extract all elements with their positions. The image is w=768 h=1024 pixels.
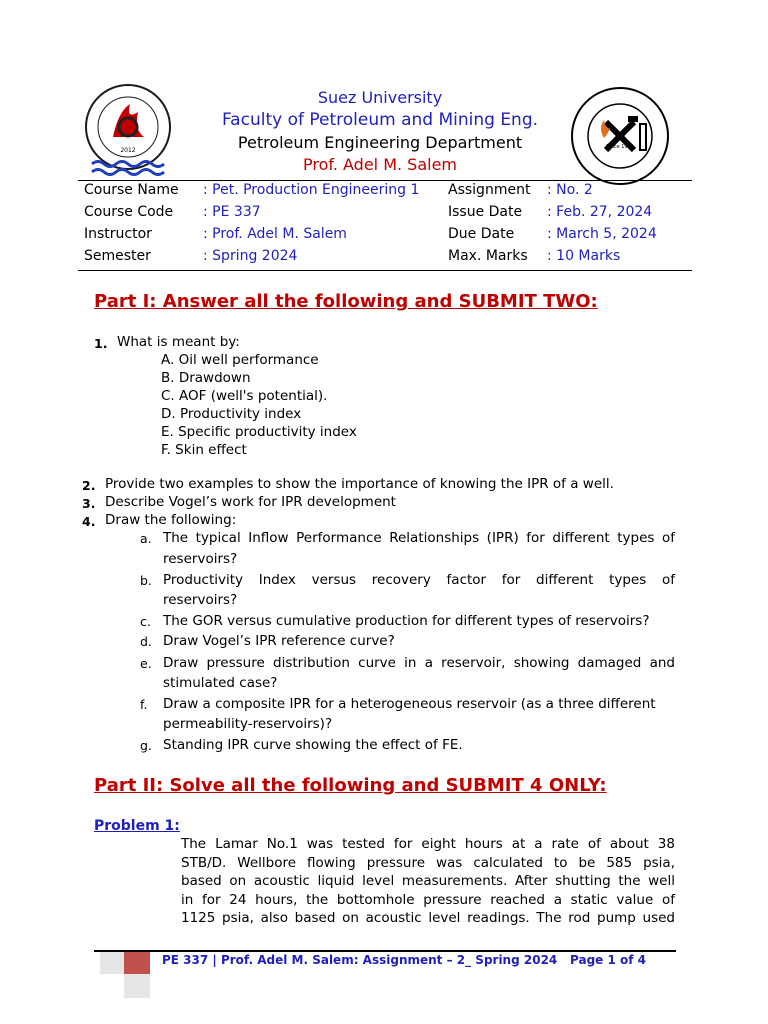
- due-date-value: : March 5, 2024: [547, 226, 657, 242]
- question-number: 4.: [82, 514, 96, 529]
- list-item: F. Skin effect: [161, 442, 247, 458]
- sub-item-f: Draw a composite IPR for a heterogeneous reservoir (as a three different: [163, 696, 656, 712]
- sub-item-letter: b.: [140, 573, 152, 588]
- sub-item-letter: a.: [140, 531, 152, 546]
- info-row: [78, 246, 692, 268]
- question-4-text: Draw the following:: [105, 512, 237, 528]
- sub-item-g: Standing IPR curve showing the effect of FE.: [163, 737, 463, 753]
- footer-decoration: [100, 952, 124, 974]
- question-number: 3.: [82, 496, 96, 511]
- issue-date-value: : Feb. 27, 2024: [547, 204, 653, 220]
- sub-item-letter: g.: [140, 738, 152, 753]
- course-code-value: : PE 337: [203, 204, 261, 220]
- footer-decoration: [124, 952, 150, 974]
- sub-item-c: The GOR versus cumulative production for different types of reservoirs?: [163, 613, 650, 629]
- footer-rule: [94, 950, 676, 952]
- university-name: Suez University: [317, 88, 443, 107]
- paragraph-line: in for 24 hours, the bottomhole pressure reached a static value of: [181, 891, 675, 908]
- sub-item-b: Productivity Index versus recovery factor for different types of: [163, 572, 675, 588]
- semester-value: : Spring 2024: [203, 248, 298, 264]
- problem-1-text: [181, 835, 675, 928]
- problem-1-title: Problem 1:: [94, 818, 180, 834]
- header-rule-bottom: [78, 270, 692, 271]
- page-number: Page 1 of 4: [570, 953, 646, 967]
- info-row: [78, 224, 692, 246]
- sub-item-a-cont: reservoirs?: [163, 551, 238, 567]
- due-date-label: Due Date: [448, 226, 515, 242]
- list-item: D. Productivity index: [161, 406, 302, 422]
- sub-item-letter: e.: [140, 656, 152, 671]
- instructor-label: Instructor: [84, 226, 152, 242]
- question-2-text: Provide two examples to show the importance of knowing the IPR of a well.: [105, 476, 614, 492]
- footer-decoration: [124, 974, 150, 998]
- question-number: 2.: [82, 478, 96, 493]
- max-marks-value: : 10 Marks: [547, 248, 621, 264]
- sub-item-b-cont: reservoirs?: [163, 592, 238, 608]
- list-item: B. Drawdown: [161, 370, 251, 386]
- faculty-name: Faculty of Petroleum and Mining Eng.: [221, 110, 539, 130]
- list-item: C. AOF (well's potential).: [161, 388, 328, 404]
- svg-text:2012: 2012: [120, 147, 136, 154]
- instructor-value: : Prof. Adel M. Salem: [203, 226, 347, 242]
- sub-item-letter: c.: [140, 614, 151, 629]
- issue-date-label: Issue Date: [448, 204, 523, 220]
- svg-text:Since 1961: Since 1961: [606, 144, 634, 150]
- question-number: 1.: [94, 336, 108, 351]
- list-item: E. Specific productivity index: [161, 424, 357, 440]
- sub-item-e: Draw pressure distribution curve in a reservoir, showing damaged and: [163, 655, 675, 671]
- max-marks-label: Max. Marks: [448, 248, 528, 264]
- assignment-label: Assignment: [448, 182, 531, 198]
- sub-item-letter: f.: [140, 697, 148, 712]
- list-item: A. Oil well performance: [161, 352, 319, 368]
- part-2-title: Part II: Solve all the following and SUBMIT 4 ONLY:: [94, 775, 607, 796]
- assignment-value: : No. 2: [547, 182, 593, 198]
- info-row: [78, 202, 692, 224]
- paragraph-line: based on acoustic liquid level measurements. After shutting the well: [181, 873, 675, 889]
- paragraph-line: 1125 psia, also based on acoustic level readings. The rod pump used: [181, 910, 675, 926]
- footer-text: PE 337 | Prof. Adel M. Salem: Assignment – 2_ Spring 2024: [162, 953, 558, 967]
- department-name: Petroleum Engineering Department: [237, 133, 523, 152]
- sub-item-f-cont: permeability-reservoirs)?: [163, 716, 333, 732]
- semester-label: Semester: [84, 248, 151, 264]
- paragraph-line: STB/D. Wellbore flowing pressure was calculated to be 585 psia,: [181, 854, 675, 871]
- course-code-label: Course Code: [84, 204, 174, 220]
- info-row: [78, 180, 692, 202]
- professor-name: Prof. Adel M. Salem: [302, 155, 458, 174]
- sub-item-letter: d.: [140, 634, 152, 649]
- sub-item-a: The typical Inflow Performance Relationships (IPR) for different types of: [163, 530, 675, 546]
- sub-item-e-cont: stimulated case?: [163, 675, 278, 691]
- part-1-title: Part I: Answer all the following and SUBMIT TWO:: [94, 291, 598, 312]
- course-name-label: Course Name: [84, 182, 179, 198]
- suez-university-logo: [78, 82, 178, 182]
- question-3-text: Describe Vogel’s work for IPR development: [105, 494, 396, 510]
- course-info-table: [78, 180, 692, 268]
- faculty-logo: [568, 84, 672, 188]
- sub-item-d: Draw Vogel’s IPR reference curve?: [163, 633, 395, 649]
- paragraph-line: The Lamar No.1 was tested for eight hours at a rate of about 38: [181, 836, 675, 852]
- question-1-text: What is meant by:: [117, 334, 240, 350]
- course-name-value: : Pet. Production Engineering 1: [203, 182, 420, 198]
